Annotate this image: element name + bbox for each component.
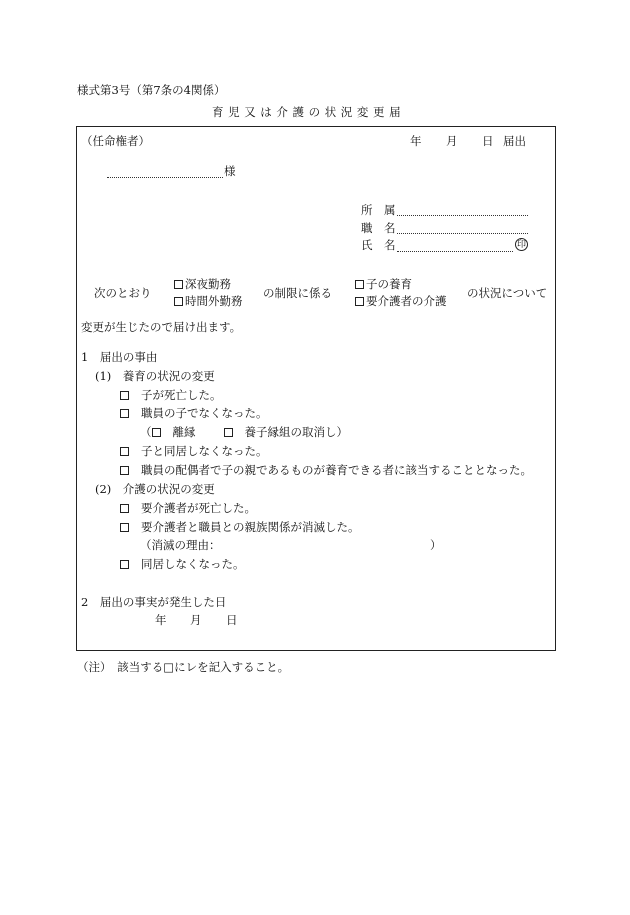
sub2-heading: (2) 介護の状況の変更 xyxy=(95,482,215,496)
addressee-field[interactable] xyxy=(107,177,223,178)
statement-mid: の制限に係る xyxy=(263,286,332,300)
item-relation-ended[interactable]: 要介護者と職員との親族関係が消滅した。 xyxy=(120,522,360,534)
form-title: 育児又は介護の状況変更届 xyxy=(212,105,406,119)
appointer-label: （任命権者） xyxy=(81,134,150,148)
affiliation-field[interactable] xyxy=(397,215,528,216)
checkbox-childcare[interactable] xyxy=(355,280,364,289)
seal-icon: 印 xyxy=(516,240,526,250)
statement-tail: の状況について xyxy=(467,286,548,300)
checkbox-overtime[interactable] xyxy=(174,297,183,306)
name-field[interactable] xyxy=(397,251,513,252)
footnote: （注） 該当する□にレを記入すること。 xyxy=(77,660,290,674)
reason-close: ） xyxy=(430,538,442,552)
checkbox-late-night[interactable] xyxy=(174,280,183,289)
checkbox-care-recipient-died[interactable] xyxy=(120,504,129,513)
option-overtime[interactable]: 時間外勤務 xyxy=(174,296,243,308)
reason-label: （消滅の理由： xyxy=(140,538,221,552)
item-not-cohabiting[interactable]: 同居しなくなった。 xyxy=(120,559,245,571)
sub1-heading: (1) 養育の状況の変更 xyxy=(95,369,215,383)
checkbox-not-cohabiting[interactable] xyxy=(120,560,129,569)
affiliation-label: 所 属 xyxy=(361,203,396,217)
form-id: 様式第3号（第7条の4関係） xyxy=(77,83,226,97)
option-late-night[interactable]: 深夜勤務 xyxy=(174,279,231,291)
name-label: 氏 名 xyxy=(361,238,396,252)
addressee-suffix: 様 xyxy=(224,164,236,178)
event-year: 年 xyxy=(155,613,167,627)
item-not-child[interactable]: 職員の子でなくなった。 xyxy=(120,408,268,420)
position-label: 職 名 xyxy=(361,221,396,235)
item-adoption-detail: （ 離縁 養子縁組の取消し） xyxy=(140,425,348,439)
event-month: 月 xyxy=(190,613,202,627)
item-spouse-can-care[interactable]: 職員の配偶者で子の親であるものが養育できる者に該当することとなった。 xyxy=(120,465,532,477)
statement-lead: 次のとおり xyxy=(94,286,152,300)
checkbox-not-cohabiting-child[interactable] xyxy=(120,447,129,456)
item-child-died[interactable]: 子が死亡した。 xyxy=(120,390,222,402)
section2-heading: 2 届出の事実が発生した日 xyxy=(81,595,227,609)
item-not-cohabiting-child[interactable]: 子と同居しなくなった。 xyxy=(120,446,268,458)
checkbox-nursing[interactable] xyxy=(355,297,364,306)
event-day: 日 xyxy=(226,613,238,627)
date-month: 月 xyxy=(446,134,458,148)
section1-heading: 1 届出の事由 xyxy=(81,350,158,364)
option-nursing[interactable]: 要介護者の介護 xyxy=(355,296,447,308)
checkbox-not-child[interactable] xyxy=(120,409,129,418)
checkbox-dissolution[interactable] xyxy=(152,428,161,437)
statement-line2: 変更が生じたので届け出ます。 xyxy=(81,320,242,334)
option-childcare[interactable]: 子の養育 xyxy=(355,279,412,291)
date-day: 日 xyxy=(482,134,494,148)
checkbox-child-died[interactable] xyxy=(120,391,129,400)
position-field[interactable] xyxy=(397,233,528,234)
date-filed: 届出 xyxy=(503,134,526,148)
date-year: 年 xyxy=(410,134,422,148)
item-care-recipient-died[interactable]: 要介護者が死亡した。 xyxy=(120,503,256,515)
checkbox-adoption-cancel[interactable] xyxy=(224,428,233,437)
checkbox-spouse-can-care[interactable] xyxy=(120,466,129,475)
checkbox-relation-ended[interactable] xyxy=(120,523,129,532)
